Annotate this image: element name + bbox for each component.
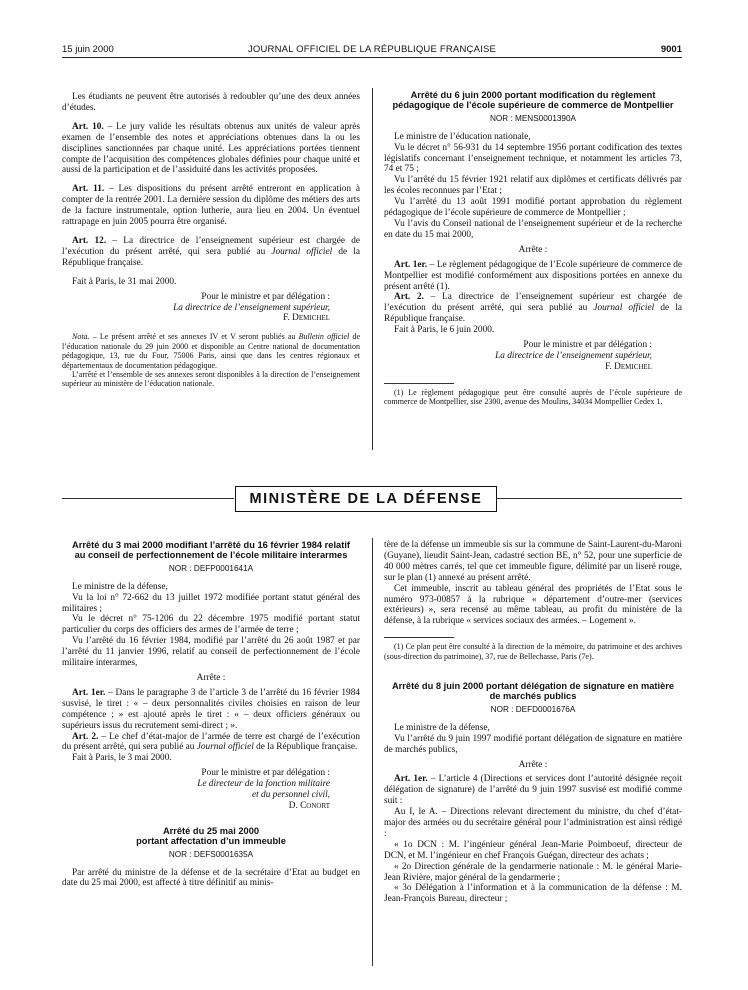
article-1 [384, 774, 682, 807]
article-text: de la République française. [62, 246, 360, 268]
article-label: Art. 2. [394, 292, 424, 303]
right-top-column [384, 90, 682, 407]
band-rule-left [62, 498, 234, 499]
decree-title: Arrêté du 25 mai 2000 [162, 825, 260, 836]
article-text: de la République française. [384, 303, 682, 325]
nor-reference: NOR : DEFS0001635A [168, 849, 254, 859]
article-label: Art. 1er. [72, 687, 106, 698]
signature-date: Fait à Paris, le 3 mai 2000. [72, 753, 172, 764]
paragraph: Par arrêté du ministre de la défense et de la secrétaire d’Etat au budget en date du 25 mai 2000, est affecté à titre définitif au minis- [62, 867, 360, 889]
decree-title: Arrêté du 6 juin 2000 portant modification du règlement pédagogique de l’école supérieure de commerce de Montpellier [392, 90, 674, 111]
paragraph: Vu l’avis du Conseil national de l’enseignement supérieur et de la recherche en date du 15 mai 2000, [384, 218, 682, 240]
article-text: – La directrice de l’enseignement supérieur est chargée de l’exécution du présent arrêté, qui sera publié au [384, 292, 682, 314]
arrete-heading: Arrête : [518, 759, 548, 770]
header-date: 15 juin 2000 [62, 44, 114, 55]
article-label: Art. 12. [72, 235, 107, 246]
paragraph: Au I, le A. – Directions relevant directement du ministre, du chef d’état-major des armées ou du secrétaire général pour l’administration est ainsi rédigé : [384, 807, 682, 839]
left-bottom-column [62, 540, 360, 889]
article-text: – Le jury valide les résultats obtenus aux unités de valeur après examen de l’ensemble des notes et appréciations obtenues dans la ou les disciplines sanctionnées par chaque unité. Les appréciations portées tiennent compte de l’acquisition des compétences globales définies pour chaque unité et aussi de la participation et de l’assiduité dans les activités proposées. [62, 121, 360, 176]
header-journal: JOURNAL OFFICIEL DE LA RÉPUBLIQUE FRANÇAISE [247, 44, 497, 55]
article-label: Art. 10. [72, 121, 104, 132]
article-label: Art. 2. [72, 731, 99, 742]
nor-reference: NOR : DEFP0001641A [168, 563, 254, 573]
nota-2: L’arrêté et l’ensemble de ses annexes seront disponibles à la direction de l’enseignement supérieur au ministère de l’éducation nationale. [62, 369, 360, 389]
article-12 [62, 236, 360, 269]
paragraph: Vu l’arrêté du 16 février 1984, modifié par l’arrêté du 26 août 1987 et par l’arrêté du 11 janvier 1996, relatif au conseil de perfectionnement de l’école militaire interarmes, [62, 636, 360, 669]
paragraph: Le ministre de la défense, [394, 722, 490, 733]
journal-name: Journal officiel [196, 742, 254, 753]
signatory-role: Le directeur de la fonction militaire [197, 779, 330, 790]
signatory-role: La directrice de l’enseignement supérieur, [173, 302, 330, 313]
paragraph: « 2o Direction générale de la gendarmerie nationale : M. le général Marie-Jean Rivière, major général de la gendarmerie ; [384, 861, 682, 883]
paragraph: Vu la loi n° 72-662 du 13 juillet 1972 modifiée portant statut général des militaires ; [62, 592, 360, 614]
paragraph: Le ministre de l’éducation nationale, [394, 131, 531, 142]
page-header [62, 44, 682, 58]
article-2 [384, 292, 682, 325]
paragraph: Vu l’arrêté du 9 juin 1997 modifié portant délégation de signature en matière de marchés publics, [384, 733, 682, 755]
paragraph: « 3o Délégation à l’information et à la communication de la défense : M. Jean-François Bureau, directeur ; [384, 883, 682, 905]
nota-label: Nota. [72, 332, 90, 342]
article-10 [62, 122, 360, 177]
signatory-role: La directrice de l’enseignement supérieur, [495, 350, 652, 361]
paragraph: Cet immeuble, inscrit au tableau général des propriétés de l’Etat sous le numéro 973-00857 à la rubrique « département d’outre-mer (services extérieurs) », sera recensé au même tableau, au profit du ministère de la défense, à la rubrique « services sociaux des armées. – Logement ». [384, 583, 682, 627]
footnote-rule [384, 637, 454, 638]
decree-title: Arrêté du 8 juin 2000 portant délégation de signature en matière de marchés publics [391, 681, 675, 702]
signatory-name: D. Conort [288, 800, 330, 811]
nota [62, 332, 360, 370]
article-text: – Le règlement pédagogique de l’Ecole supérieure de commerce de Montpellier est modifié conformément aux dispositions portées en annexe du présent arrêté (1). [384, 259, 682, 292]
footnote-rule [384, 383, 454, 384]
nor-reference: NOR : MENS0001390A [489, 113, 576, 123]
article-label: Art. 1er. [394, 774, 428, 785]
delegation-line: Pour le ministre et par délégation : [201, 768, 330, 779]
signature-date: Fait à Paris, le 31 mai 2000. [72, 276, 177, 287]
paragraph: Vu l’arrêté du 13 août 1991 modifié portant approbation du règlement pédagogique de l’école supérieure de commerce de Montpellier ; [384, 197, 682, 219]
article-2 [62, 732, 360, 754]
column-divider [372, 88, 373, 450]
left-top-column [62, 92, 360, 389]
nota-text: – Le présent arrêté et ses annexes IV et V seront publiés au [89, 332, 299, 342]
delegation-line: Pour le ministre et par délégation : [523, 340, 652, 351]
signatory-name: F. Demichel [283, 313, 330, 324]
article-text: – Les dispositions du présent arrêté entreront en application à compter de la rentrée 2001. La dernière session du diplôme des métiers des arts de la facture instrumentale, option lutherie, aura lieu en 2004. Un éventuel rattrapage en juin 2005 pourra être organisé. [62, 184, 360, 228]
band-rule-right [497, 498, 682, 499]
footnote: (1) Le règlement pédagogique peut être consulté auprès de l’école supérieure de commerce de Montpellier, sise 2300, avenue des Moulins, 34034 Montpellier Cedex 1. [384, 387, 682, 407]
nor-reference: NOR : DEFD0001676A [490, 704, 576, 714]
header-rule [62, 57, 682, 58]
arrete-heading: Arrête : [196, 672, 226, 683]
signatory-role: et du personnel civil, [252, 790, 330, 801]
paragraph: Les étudiants ne peuvent être autorisés à redoubler qu’une des deux années d’études. [62, 92, 360, 113]
article-text: – Dans le paragraphe 3 de l’article 3 de l’arrêté du 16 février 1984 susvisé, le tiret : « – deux personnalités civiles choisies en raison de leur compétence ; » est ajouté après le tiret : « – deux officiers généraux ou supérieurs issus du recrutement semi-direct ; ». [62, 687, 360, 731]
article-1 [62, 688, 360, 732]
signature-date: Fait à Paris, le 6 juin 2000. [394, 325, 495, 336]
article-label: Art. 1er. [394, 259, 428, 270]
paragraph: Vu l’arrêté du 15 février 1921 relatif aux diplômes et certificats délivrés par les écoles reconnues par l’Etat ; [384, 175, 682, 197]
signatory-name: F. Demichel [605, 361, 652, 372]
delegation-line: Pour le ministre et par délégation : [201, 291, 330, 302]
paragraph: « 1o DCN : M. l’ingénieur général Jean-Marie Poimboeuf, directeur de DCN, et M. l’ingénieur en chef François Guégan, directeur des achats ; [384, 839, 682, 861]
decree-title: Arrêté du 3 mai 2000 modifiant l’arrêté du 16 février 1984 relatif au conseil de perfectionnement de l’école militaire interarmes [72, 540, 350, 561]
decree-title: portant affectation d’un immeuble [136, 836, 286, 847]
column-divider [372, 538, 373, 966]
right-bottom-column [384, 540, 682, 905]
article-1 [384, 260, 682, 293]
article-text: – L’article 4 (Directions et services dont l’autorité désignée reçoit délégation de signature) de l’arrêté du 9 juin 1997 susvisé est modifié comme suit : [384, 774, 682, 807]
header-page-number: 9001 [660, 44, 682, 55]
ministry-heading: MINISTÈRE DE LA DÉFENSE [235, 486, 497, 512]
article-text: de la République française. [253, 742, 358, 753]
journal-name: Journal officiel [271, 246, 333, 257]
article-11 [62, 184, 360, 228]
nota-text: de l’éducation nationale du 29 juin 2000 et disponible au Centre national de documentation pédagogique, 13, rue du Four, 75006 Paris, ainsi que dans les centres régionaux et départementaux de documentation pédagogique. [62, 332, 360, 370]
bulletin-name: Bulletin officiel [298, 332, 350, 342]
article-text: – La directrice de l’enseignement supérieur est chargée de l’exécution du présent arrêté, qui sera publié au [62, 235, 360, 257]
article-label: Art. 11. [72, 184, 105, 195]
paragraph: Vu le décret n° 56-931 du 14 septembre 1956 portant codification des textes législatifs concernant l’enseignement technique, et notamment les articles 73, 74 et 75 ; [384, 142, 682, 175]
article-text: – Le chef d’état-major de l’armée de terre est chargé de l’exécution du présent arrêté, qui sera publié au [62, 731, 360, 753]
paragraph: Le ministre de la défense, [72, 581, 168, 592]
paragraph: tère de la défense un immeuble sis sur la commune de Saint-Laurent-du-Maroni (Guyane), lieudit Saint-Jean, cadastré section BE, n° 52, pour une superficie de 40 000 mètres carrés, tel que cet immeuble figure, délimité par un liseré rouge, sur le plan (1) annexé au présent arrêté. [384, 540, 682, 583]
footnote: (1) Ce plan peut être consulté à la direction de la mémoire, du patrimoine et des archives (sous-direction du patrimoine), 37, rue de Bellechasse, Paris (7e). [384, 642, 682, 661]
paragraph: Vu le décret n° 75-1206 du 22 décembre 1975 modifié portant statut particulier du corps des officiers des armes de l’armée de terre ; [62, 614, 360, 636]
arrete-heading: Arrête : [518, 244, 548, 255]
journal-name: Journal officiel [593, 303, 655, 314]
